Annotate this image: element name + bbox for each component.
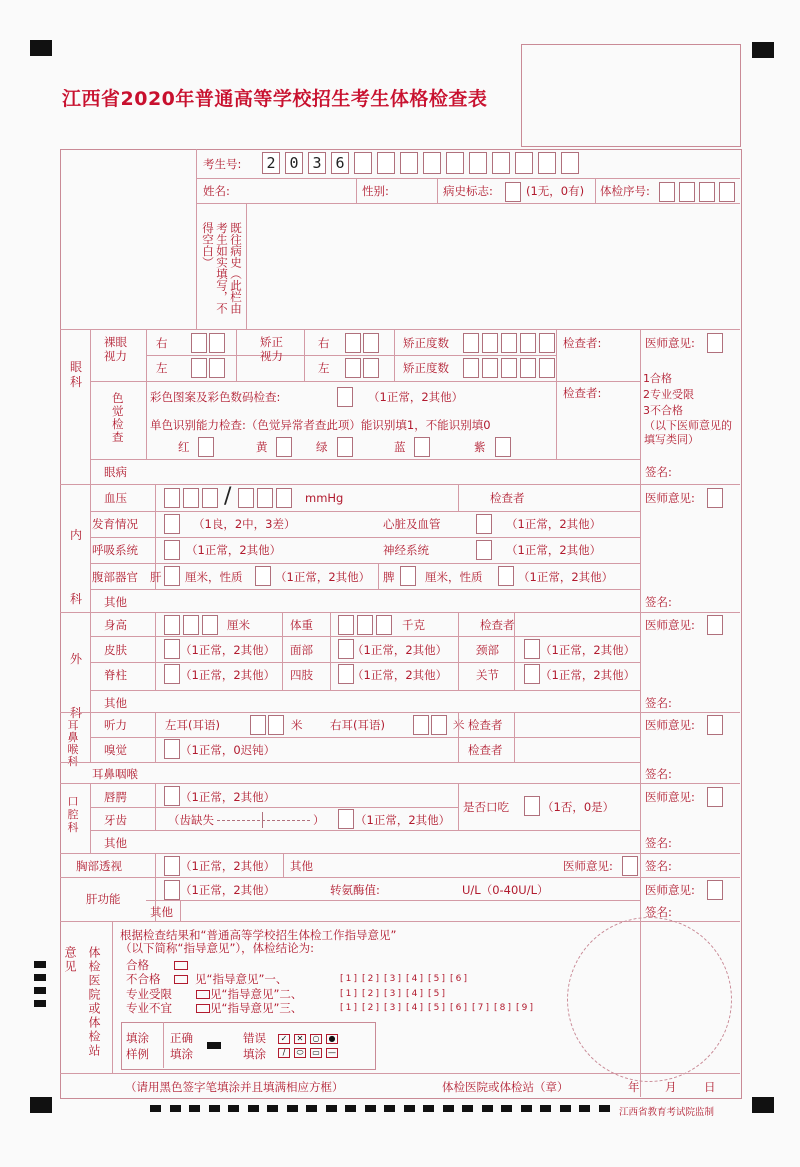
surgery-signature-label: 签名: (645, 696, 672, 710)
spine-label: 脊柱 (104, 668, 127, 682)
naked-right-label: 右 (156, 336, 168, 350)
gender-label: 性别: (362, 184, 389, 198)
stamp-circle (567, 917, 732, 1082)
joints-label: 关节 (476, 668, 499, 682)
height-label: 身高 (104, 618, 127, 632)
wrong-check-icon: ✓ (278, 1034, 290, 1044)
registration-mark (30, 40, 52, 56)
timing-mark (228, 1105, 239, 1112)
exam-seq-box[interactable] (679, 182, 695, 202)
height-digit-box[interactable] (183, 615, 199, 635)
respiratory-box[interactable] (164, 540, 180, 560)
surgery-section-label: 外科 (69, 652, 82, 720)
bp-separator: / (224, 484, 232, 509)
conclusion-intro: （以下简称“指导意见”），体检结论为: (120, 941, 315, 955)
internal-signature-label: 签名: (645, 595, 672, 609)
hospital-stamp-label: 体检医院或体检站（章） (442, 1080, 569, 1094)
teeth-note: （1正常，2其他） (355, 813, 451, 827)
hearing-label: 听力 (104, 718, 127, 732)
heart-label: 心脏及血管 (383, 517, 441, 531)
vision-digit-box[interactable] (363, 333, 379, 353)
timing-mark (482, 1105, 493, 1112)
chest-note: （1正常，2其他） (180, 859, 276, 873)
liver-fn-box[interactable] (164, 880, 180, 900)
opinion-option: （以下医师意见的填写类同） (644, 419, 732, 446)
wrong-dot-icon: ● (326, 1034, 338, 1044)
month-label: 月 (665, 1080, 677, 1094)
skin-label: 皮肤 (104, 643, 127, 657)
development-box[interactable] (164, 514, 180, 534)
conclusion-option-6[interactable]: [ 6 ] (453, 1003, 464, 1013)
liver-note: （1正常，2其他） (275, 570, 371, 584)
timing-mark (443, 1105, 454, 1112)
fail-ref: 见“指导意见”一、 (195, 972, 288, 986)
wrong-slash-icon: / (278, 1048, 290, 1058)
liver-fn-doctor-opinion-label: 医师意见: (645, 883, 695, 897)
conclusion-option-7[interactable]: [ 7 ] (475, 1003, 486, 1013)
liver-fn-signature-label: 签名: (645, 905, 672, 919)
color-yellow-label: 黄 (256, 440, 268, 454)
exam-seq-box[interactable] (699, 182, 715, 202)
limited-option[interactable] (196, 990, 210, 999)
chest-label: 胸部透视 (76, 859, 122, 873)
wrong-partial-icon: ▭ (310, 1048, 322, 1058)
correction-degree-label: 矫正度数 (403, 361, 449, 375)
ent-opinion-box[interactable] (707, 715, 723, 735)
conclusion-option-8[interactable]: [ 8 ] (497, 1003, 508, 1013)
smell-label: 嗅觉 (104, 743, 127, 757)
registration-mark (752, 42, 774, 58)
weight-label: 体重 (290, 618, 313, 632)
opinion-option: 1合格 (643, 372, 672, 385)
vision-digit-box[interactable] (209, 358, 225, 378)
exam-no-digit[interactable]: 2 (262, 152, 280, 174)
teeth-box[interactable] (338, 809, 354, 829)
ent-signature-label: 签名: (645, 767, 672, 781)
degree-digit-box[interactable] (482, 358, 498, 378)
face-label: 面部 (290, 643, 313, 657)
exam-no-digit[interactable] (377, 152, 395, 174)
internal-doctor-opinion-label: 医师意见: (645, 491, 695, 505)
neck-note: （1正常，2其他） (540, 643, 636, 657)
timing-mark (248, 1105, 259, 1112)
eye-disease-label: 眼病 (104, 465, 127, 479)
stutter-box[interactable] (524, 796, 540, 816)
smell-box[interactable] (164, 739, 180, 759)
chest-opinion-box[interactable] (622, 856, 638, 876)
limbs-label: 四肢 (290, 668, 313, 682)
exam-no-digit[interactable]: 0 (285, 152, 303, 174)
medical-history-field[interactable] (250, 206, 736, 326)
surgery-inspector-label: 检查者 (480, 618, 515, 632)
conclusion-intro: 根据检查结果和“普通高等学校招生体检工作指导意见” (120, 928, 397, 942)
color-inspector-label: 检查者: (563, 386, 602, 400)
timing-mark (287, 1105, 298, 1112)
smell-inspector-label: 检查者 (468, 743, 503, 757)
color-vision-label: 色觉检查 (112, 391, 124, 444)
year-label: 年 (628, 1080, 640, 1094)
liver-cm-label: 厘米，性质 (185, 570, 243, 584)
alt-unit: U/L（0-40U/L） (462, 883, 549, 897)
conclusion-option-5[interactable]: [ 5 ] (431, 989, 442, 999)
timing-mark (560, 1105, 571, 1112)
oral-other-label: 其他 (104, 836, 127, 850)
color-test-note: （1正常，2其他） (368, 390, 464, 404)
oral-opinion-box[interactable] (707, 787, 723, 807)
weight-digit-box[interactable] (357, 615, 373, 635)
photo-box (521, 44, 741, 147)
publisher: 江西省教育考试院监制 (619, 1107, 715, 1118)
heart-note: （1正常，2其他） (506, 517, 602, 531)
exam-no-digit[interactable]: 6 (331, 152, 349, 174)
color-green-label: 绿 (316, 440, 328, 454)
vision-digit-box[interactable] (345, 358, 361, 378)
conclusion-option-4[interactable]: [ 4 ] (409, 989, 420, 999)
chest-box[interactable] (164, 856, 180, 876)
right-ear-box[interactable] (431, 715, 447, 735)
lips-box[interactable] (164, 786, 180, 806)
neck-box[interactable] (524, 639, 540, 659)
timing-mark (170, 1105, 181, 1112)
conclusion-option-6[interactable]: [ 6 ] (453, 974, 464, 984)
bp-digit-box[interactable] (238, 488, 254, 508)
timing-mark (345, 1105, 356, 1112)
timing-mark (599, 1105, 610, 1112)
timing-mark (365, 1105, 376, 1112)
liver-function-label: 肝功能 (86, 892, 121, 906)
sample-label: 填涂样例 (126, 1031, 149, 1061)
correction-degree-label: 矫正度数 (403, 336, 449, 350)
bp-digit-box[interactable] (183, 488, 199, 508)
surgery-other-label: 其他 (104, 696, 127, 710)
degree-digit-box[interactable] (539, 333, 555, 353)
wrong-circle-icon: ○ (310, 1034, 322, 1044)
stutter-label: 是否口吃 (463, 800, 509, 814)
chest-doctor-opinion-label: 医师意见: (563, 859, 613, 873)
history-flag-box[interactable] (505, 182, 521, 202)
timing-mark (150, 1105, 161, 1112)
vision-digit-box[interactable] (191, 333, 207, 353)
fail-label: 不合格 (126, 972, 161, 986)
timing-mark (540, 1105, 551, 1112)
conclusion-option-1[interactable]: [ 1 ] (343, 989, 354, 999)
height-digit-box[interactable] (202, 615, 218, 635)
degree-digit-box[interactable] (463, 333, 479, 353)
timing-mark (423, 1105, 434, 1112)
naked-vision-label: 裸眼视力 (104, 335, 127, 363)
liver-quality-box[interactable] (255, 566, 271, 586)
ent-inspector-label: 检查者 (468, 718, 503, 732)
history-flag-label: 病史标志: (443, 184, 493, 198)
weight-digit-box[interactable] (376, 615, 392, 635)
medical-history-label: 既往病史（此栏由考生如实填写，不得空白） (201, 222, 243, 314)
skin-box[interactable] (164, 639, 180, 659)
spleen-box[interactable] (400, 566, 416, 586)
degree-digit-box[interactable] (501, 333, 517, 353)
neck-label: 颈部 (476, 643, 499, 657)
eye-inspector-label: 检查者: (563, 336, 602, 350)
vision-digit-box[interactable] (345, 333, 361, 353)
timing-mark (404, 1105, 415, 1112)
joints-box[interactable] (524, 664, 540, 684)
spleen-cm-label: 厘米，性质 (425, 570, 483, 584)
liver-fn-other-label: 其他 (150, 905, 173, 919)
left-ear-box[interactable] (268, 715, 284, 735)
single-color-label: 单色识别能力检查:（色觉异常者查此项）能识别填1，不能识别填0 (150, 418, 491, 432)
conclusion-option-2[interactable]: [ 2 ] (365, 1003, 376, 1013)
wrong-cross-icon: ✕ (294, 1034, 306, 1044)
internal-other-label: 其他 (104, 595, 127, 609)
pass-label: 合格 (126, 958, 149, 972)
color-yellow-box[interactable] (276, 437, 292, 457)
timing-mark (189, 1105, 200, 1112)
missing-teeth-label: （齿缺失 (168, 813, 214, 827)
timing-mark (306, 1105, 317, 1112)
degree-digit-box[interactable] (520, 333, 536, 353)
corrected-right-label: 右 (318, 336, 330, 350)
exam-no-digit[interactable]: 3 (308, 152, 326, 174)
degree-digit-box[interactable] (539, 358, 555, 378)
conclusion-option-4[interactable]: [ 4 ] (409, 974, 420, 984)
conclusion-option-1[interactable]: [ 1 ] (343, 1003, 354, 1013)
conclusion-option-3[interactable]: [ 3 ] (387, 989, 398, 999)
height-digit-box[interactable] (164, 615, 180, 635)
liver-fn-opinion-box[interactable] (707, 880, 723, 900)
ent-doctor-opinion-label: 医师意见: (645, 718, 695, 732)
spleen-label: 脾 (383, 570, 395, 584)
timing-mark (209, 1105, 220, 1112)
surgery-opinion-box[interactable] (707, 615, 723, 635)
teeth-label: 牙齿 (104, 813, 127, 827)
eye-signature-label: 签名: (645, 465, 672, 479)
conclusion-option-1[interactable]: [ 1 ] (343, 974, 354, 984)
liver-box[interactable] (164, 566, 180, 586)
pass-option[interactable] (174, 961, 188, 970)
color-blue-box[interactable] (414, 437, 430, 457)
blood-pressure-label: 血压 (104, 491, 127, 505)
exam-no-digit[interactable] (515, 152, 533, 174)
exam-no-digit[interactable] (492, 152, 510, 174)
unsuitable-ref: 见“指导意见”三、 (210, 1001, 303, 1015)
face-note: （1正常，2其他） (352, 643, 448, 657)
timing-mark (579, 1105, 590, 1112)
exam-no-digit[interactable] (400, 152, 418, 174)
vision-digit-box[interactable] (191, 358, 207, 378)
timing-mark (521, 1105, 532, 1112)
name-label: 姓名: (203, 184, 230, 198)
respiratory-note: （1正常，2其他） (186, 543, 282, 557)
heart-box[interactable] (476, 514, 492, 534)
timing-mark (384, 1105, 395, 1112)
eye-doctor-opinion-label: 医师意见: (645, 336, 695, 350)
spine-note: （1正常，2其他） (180, 668, 276, 682)
left-ear-box[interactable] (250, 715, 266, 735)
smell-note: （1正常，0迟钝） (180, 743, 276, 757)
color-blue-label: 蓝 (394, 440, 406, 454)
form-title: 江西省2020年普通高等学校招生考生体格检查表 (62, 88, 488, 110)
corrected-vision-label: 矫正视力 (260, 335, 283, 363)
degree-digit-box[interactable] (501, 358, 517, 378)
conclusion-option-9[interactable]: [ 9 ] (519, 1003, 530, 1013)
liver-fn-note: （1正常，2其他） (180, 883, 276, 897)
nervous-box[interactable] (476, 540, 492, 560)
internal-opinion-box[interactable] (707, 488, 723, 508)
limited-label: 专业受限 (126, 987, 172, 1001)
limbs-note: （1正常，2其他） (352, 668, 448, 682)
left-ear-label: 左耳(耳语) (165, 718, 220, 732)
footer-note: （请用黑色签字笔填涂并且填满相应方框） (125, 1080, 344, 1094)
color-test-box[interactable] (337, 387, 353, 407)
conclusion-option-3[interactable]: [ 3 ] (387, 974, 398, 984)
eye-section-label: 眼科 (69, 360, 82, 389)
corrected-left-label: 左 (318, 361, 330, 375)
limited-ref: 见“指导意见”二、 (210, 987, 303, 1001)
development-note: （1良，2中，3差） (193, 517, 296, 531)
conclusion-option-4[interactable]: [ 4 ] (409, 1003, 420, 1013)
naked-left-label: 左 (156, 361, 168, 375)
missing-teeth-grid[interactable] (217, 820, 310, 821)
degree-digit-box[interactable] (520, 358, 536, 378)
exam-no-digit[interactable] (538, 152, 556, 174)
correct-fill-sample (207, 1042, 221, 1049)
height-unit: 厘米 (227, 618, 250, 632)
registration-mark (30, 1097, 52, 1113)
color-red-label: 红 (178, 440, 190, 454)
color-test-label: 彩色图案及彩色数码检查: (150, 390, 281, 404)
liver-label: 肝 (150, 570, 162, 584)
wrong-dash-icon: — (328, 1048, 336, 1057)
color-purple-label: 紫 (474, 440, 486, 454)
color-green-box[interactable] (337, 437, 353, 457)
degree-digit-box[interactable] (463, 358, 479, 378)
timing-mark (326, 1105, 337, 1112)
ent-section-label: 耳鼻喉科 (67, 719, 79, 768)
conclusion-option-5[interactable]: [ 5 ] (431, 974, 442, 984)
conclusion-option-2[interactable]: [ 2 ] (365, 974, 376, 984)
correct-fill-label: 正确填涂 (170, 1031, 193, 1061)
timing-mark (462, 1105, 473, 1112)
exam-seq-box[interactable] (659, 182, 675, 202)
fail-option[interactable] (174, 975, 188, 984)
vision-digit-box[interactable] (209, 333, 225, 353)
exam-no-label: 考生号: (203, 157, 242, 171)
wrong-fill-label: 错误填涂 (243, 1031, 266, 1061)
oral-doctor-opinion-label: 医师意见: (645, 790, 695, 804)
lips-label: 唇腭 (104, 790, 127, 804)
internal-section-label: 内科 (69, 528, 82, 606)
oral-section-label: 口腔科 (67, 795, 79, 834)
eye-opinion-box[interactable] (707, 333, 723, 353)
spleen-quality-box[interactable] (498, 566, 514, 586)
throat-label: 耳鼻咽喉 (92, 767, 138, 781)
exam-no-digit[interactable] (446, 152, 464, 174)
internal-inspector-label: 检查者 (490, 491, 525, 505)
conclusion-option-3[interactable]: [ 3 ] (387, 1003, 398, 1013)
chest-other-label: 其他 (290, 859, 313, 873)
bp-digit-box[interactable] (276, 488, 292, 508)
bp-digit-box[interactable] (257, 488, 273, 508)
bp-digit-box[interactable] (202, 488, 218, 508)
joints-note: （1正常，2其他） (540, 668, 636, 682)
timing-mark (501, 1105, 512, 1112)
exam-no-digit[interactable] (561, 152, 579, 174)
conclusion-section-label: 体检医院或体检站意见 (63, 946, 101, 1058)
unsuitable-label: 专业不宜 (126, 1001, 172, 1015)
weight-unit: 千克 (402, 618, 425, 632)
opinion-option: 2专业受限 (643, 388, 694, 401)
color-red-box[interactable] (198, 437, 214, 457)
bp-unit: mmHg (305, 491, 344, 505)
right-ear-label: 右耳(耳语) (330, 718, 385, 732)
exam-no-digit[interactable] (354, 152, 372, 174)
nervous-note: （1正常，2其他） (506, 543, 602, 557)
chest-signature-label: 签名: (645, 859, 672, 873)
oral-signature-label: 签名: (645, 836, 672, 850)
unsuitable-option[interactable] (196, 1004, 210, 1013)
respiratory-label: 呼吸系统 (92, 543, 138, 557)
abdomen-label: 腹部器官 (92, 570, 138, 584)
spine-box[interactable] (164, 664, 180, 684)
right-ear-unit: 米 (453, 718, 465, 732)
spleen-note: （1正常，2其他） (518, 570, 614, 584)
exam-seq-label: 体检序号: (600, 184, 650, 198)
missing-teeth-end: ） (313, 813, 325, 827)
weight-digit-box[interactable] (338, 615, 354, 635)
conclusion-option-2[interactable]: [ 2 ] (365, 989, 376, 999)
nervous-label: 神经系统 (383, 543, 429, 557)
conclusion-option-5[interactable]: [ 5 ] (431, 1003, 442, 1013)
lips-note: （1正常，2其他） (180, 790, 276, 804)
wrong-oval-icon: ⬭ (294, 1048, 306, 1058)
development-label: 发育情况 (92, 517, 138, 531)
timing-mark (267, 1105, 278, 1112)
alt-label: 转氨酶值: (330, 883, 380, 897)
exam-no-digit[interactable] (423, 152, 441, 174)
bp-digit-box[interactable] (164, 488, 180, 508)
skin-note: （1正常，2其他） (180, 643, 276, 657)
registration-mark (752, 1097, 774, 1113)
degree-digit-box[interactable] (482, 333, 498, 353)
stutter-note: （1否，0是） (542, 800, 615, 814)
left-ear-unit: 米 (291, 718, 303, 732)
color-purple-box[interactable] (495, 437, 511, 457)
vision-digit-box[interactable] (363, 358, 379, 378)
day-label: 日 (704, 1080, 716, 1094)
history-flag-note: (1无，0有) (526, 184, 585, 198)
opinion-option: 3不合格 (643, 404, 683, 417)
exam-seq-box[interactable] (719, 182, 735, 202)
exam-no-digit[interactable] (469, 152, 487, 174)
surgery-doctor-opinion-label: 医师意见: (645, 618, 695, 632)
right-ear-box[interactable] (413, 715, 429, 735)
